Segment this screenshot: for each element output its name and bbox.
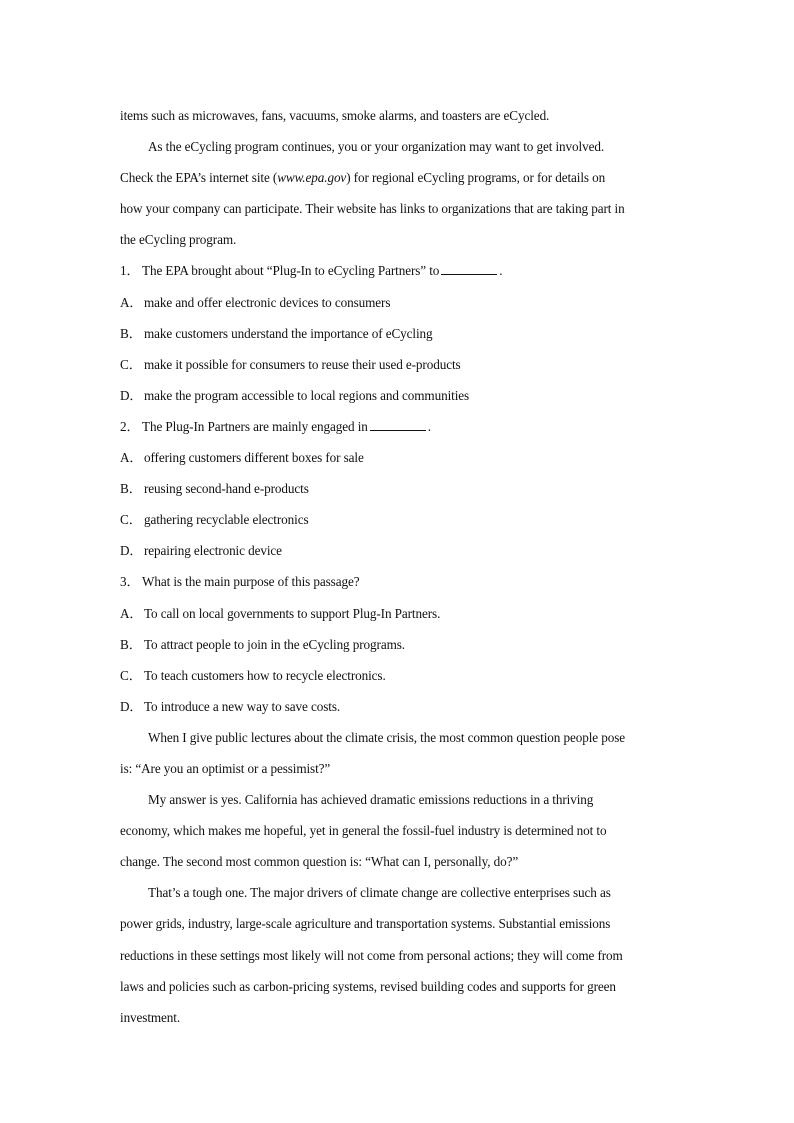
option-text: repairing electronic device xyxy=(144,543,282,559)
option-text: make the program accessible to local regions and communities xyxy=(144,387,470,403)
question-stem xyxy=(120,411,680,442)
option-letter: A． xyxy=(120,450,143,466)
passage1-paragraph-line: As the eCycling program continues, you or your organization may want to get involved. xyxy=(148,139,605,155)
option-text: reusing second-hand e-products xyxy=(144,481,309,497)
passage2-paragraph-line: When I give public lectures about the climate crisis, the most common question people pose xyxy=(148,729,625,745)
option-text: make customers understand the importance of eCycling xyxy=(144,325,433,341)
option-text: make it possible for consumers to reuse their used e-products xyxy=(144,356,461,372)
option-text: To call on local governments to support Plug-In Partners. xyxy=(144,605,441,621)
option-text: gathering recyclable electronics xyxy=(144,512,309,528)
option-item xyxy=(120,660,680,691)
option-item xyxy=(120,691,680,722)
option-item xyxy=(120,535,680,566)
option-letter: B． xyxy=(120,325,142,341)
option-text: To teach customers how to recycle electronics. xyxy=(144,667,386,683)
option-text: make and offer electronic devices to consumers xyxy=(144,294,391,310)
option-letter: D． xyxy=(120,387,143,403)
option-item xyxy=(120,349,680,380)
option-letter: C． xyxy=(120,512,142,528)
question-stem xyxy=(120,566,680,597)
question-stem xyxy=(120,255,680,286)
passage2-paragraph-line: power grids, industry, large-scale agriculture and transportation systems. Substantial emissions xyxy=(120,916,611,932)
option-text: offering customers different boxes for sale xyxy=(144,450,364,466)
option-item xyxy=(120,598,680,629)
passage2-paragraph-line: economy, which makes me hopeful, yet in general the fossil-fuel industry is determined not to xyxy=(120,823,607,839)
passage1-paragraph-end: items such as microwaves, fans, vacuums, smoke alarms, and toasters are eCycled. xyxy=(120,108,550,123)
option-letter: B． xyxy=(120,481,142,497)
option-item xyxy=(120,318,680,349)
option-letter: D． xyxy=(120,698,143,714)
option-item xyxy=(120,442,680,473)
question-number: 1． xyxy=(120,263,140,279)
passage2-paragraph-line: My answer is yes. California has achieved dramatic emissions reductions in a thriving xyxy=(148,792,594,808)
question-punct: . xyxy=(499,263,503,279)
option-letter: D． xyxy=(120,543,143,559)
passage2-paragraph-line: is: “Are you an optimist or a pessimist?” xyxy=(120,760,331,776)
answer-blank xyxy=(441,262,497,275)
option-item xyxy=(120,504,680,535)
question-text: The EPA brought about “Plug-In to eCycling Partners” to xyxy=(142,263,440,279)
option-item xyxy=(120,473,680,504)
question-number: 2． xyxy=(120,418,140,434)
option-item xyxy=(120,629,680,660)
passage1-paragraph-line: the eCycling program. xyxy=(120,232,237,248)
passage2-paragraph-line: investment. xyxy=(120,1009,181,1025)
document-body xyxy=(120,100,680,1033)
option-text: To introduce a new way to save costs. xyxy=(144,698,341,714)
passage2-paragraph-line: laws and policies such as carbon-pricing systems, revised building codes and supports for green xyxy=(120,978,616,994)
option-item xyxy=(120,287,680,318)
text-fragment: Check the EPA’s internet site ( xyxy=(120,170,278,186)
passage2-paragraph-line: reductions in these settings most likely will not come from personal actions; they will come from xyxy=(120,947,623,963)
question-punct: . xyxy=(427,418,431,434)
question-text: What is the main purpose of this passage? xyxy=(142,574,360,590)
option-letter: C． xyxy=(120,667,142,683)
option-item xyxy=(120,380,680,411)
text-fragment: ) for regional eCycling programs, or for details on xyxy=(346,170,606,186)
question-number: 3． xyxy=(120,574,140,590)
passage2-paragraph-line: change. The second most common question is: “What can I, personally, do?” xyxy=(120,854,519,870)
option-text: To attract people to join in the eCycling programs. xyxy=(144,636,405,652)
answer-blank xyxy=(370,418,426,431)
option-letter: A． xyxy=(120,294,143,310)
passage1-paragraph-line xyxy=(120,162,680,193)
option-letter: A． xyxy=(120,605,143,621)
passage1-paragraph-line: how your company can participate. Their website has links to organizations that are taking part in xyxy=(120,201,625,217)
website-text: www.epa.gov xyxy=(277,170,347,186)
question-text: The Plug-In Partners are mainly engaged in xyxy=(142,418,368,434)
option-letter: C． xyxy=(120,356,142,372)
passage2-paragraph-line: That’s a tough one. The major drivers of climate change are collective enterprises such as xyxy=(148,885,611,901)
option-letter: B． xyxy=(120,636,142,652)
